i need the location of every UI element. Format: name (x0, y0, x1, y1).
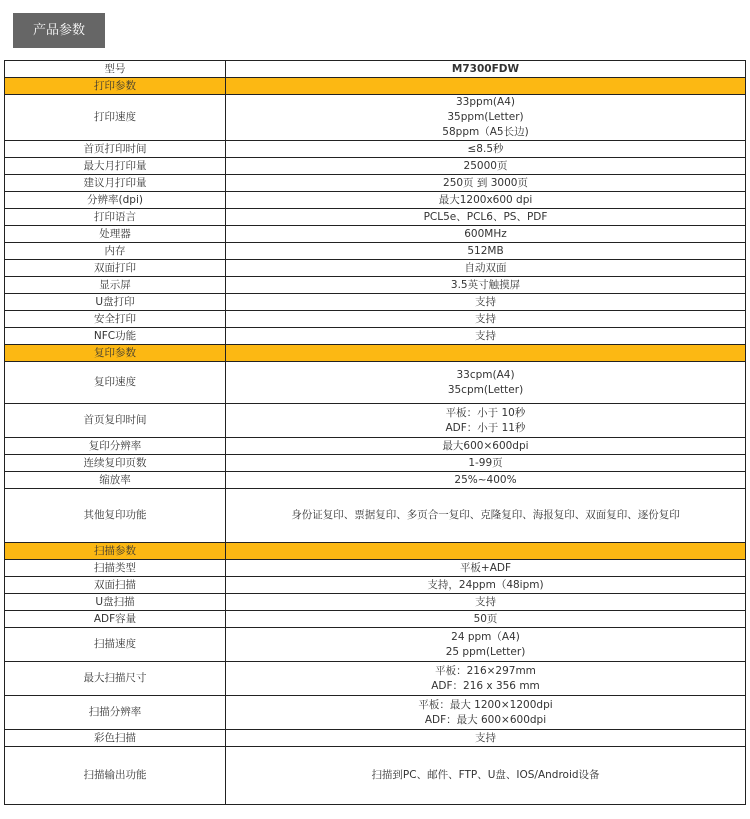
spec-value-line: ≤8.5秒 (467, 142, 504, 155)
product-params-tab[interactable]: 产品参数 (13, 13, 105, 48)
spec-label: 双面打印 (5, 260, 226, 277)
spec-value (226, 209, 746, 226)
spec-label: 缩放率 (5, 472, 226, 489)
spec-label: 分辨率(dpi) (5, 192, 226, 209)
section-title: 打印参数 (5, 78, 226, 95)
spec-value-line: 自动双面 (464, 261, 507, 274)
spec-value-line: 支持 (475, 312, 496, 325)
spec-value (226, 260, 746, 277)
spec-value (226, 489, 746, 543)
spec-value (226, 158, 746, 175)
spec-value (226, 628, 746, 662)
spec-row (5, 141, 746, 158)
spec-value-line: ADF：最大 600×600dpi (424, 713, 547, 726)
spec-label: 最大月打印量 (5, 158, 226, 175)
spec-value-line: 扫描到PC、邮件、FTP、U盘、IOS/Android设备 (371, 769, 600, 781)
spec-label: 复印速度 (5, 362, 226, 404)
spec-value (226, 577, 746, 594)
spec-label: 打印语言 (5, 209, 226, 226)
spec-row (5, 226, 746, 243)
spec-value-line: 35cpm(Letter) (447, 383, 524, 396)
section-title: 复印参数 (5, 345, 226, 362)
spec-value-line: 250页 到 3000页 (443, 176, 528, 189)
spec-label: 建议月打印量 (5, 175, 226, 192)
spec-label: 扫描速度 (5, 628, 226, 662)
section-title: 扫描参数 (5, 543, 226, 560)
model-label: 型号 (5, 61, 226, 78)
spec-value-line: 平板：小于 10秒 (445, 406, 526, 419)
spec-value (226, 747, 746, 805)
spec-label: NFC功能 (5, 328, 226, 345)
spec-value (226, 294, 746, 311)
spec-value (226, 560, 746, 577)
spec-value-line: PCL5e、PCL6、PS、PDF (423, 210, 548, 223)
spec-label: 首页打印时间 (5, 141, 226, 158)
spec-value-line: 平板：216×297mm (435, 664, 536, 677)
section-header-scan (5, 543, 746, 560)
spec-row (5, 747, 746, 805)
spec-value (226, 438, 746, 455)
spec-value-line: 支持 (475, 731, 496, 744)
spec-row (5, 489, 746, 543)
spec-row (5, 243, 746, 260)
spec-value (226, 362, 746, 404)
spec-row (5, 175, 746, 192)
section-header-print (5, 78, 746, 95)
spec-label: 扫描分辨率 (5, 696, 226, 730)
spec-value (226, 141, 746, 158)
spec-value (226, 662, 746, 696)
spec-table-body (5, 61, 746, 805)
spec-row (5, 294, 746, 311)
spec-value (226, 611, 746, 628)
spec-value-line: 身份证复印、票据复印、多页合一复印、克隆复印、海报复印、双面复印、逐份复印 (291, 509, 680, 521)
spec-row (5, 311, 746, 328)
spec-row (5, 95, 746, 141)
spec-value (226, 472, 746, 489)
spec-row (5, 192, 746, 209)
spec-row (5, 594, 746, 611)
spec-value (226, 243, 746, 260)
spec-value-line: 支持 (475, 595, 496, 608)
section-header-blank (226, 543, 746, 560)
spec-value-line: 600MHz (464, 227, 507, 240)
spec-label: ADF容量 (5, 611, 226, 628)
spec-label: 显示屏 (5, 277, 226, 294)
spec-row (5, 560, 746, 577)
spec-value-line: 512MB (467, 244, 504, 257)
spec-value-line: 25%~400% (454, 473, 517, 486)
spec-row (5, 328, 746, 345)
spec-label: 双面扫描 (5, 577, 226, 594)
spec-value-line: 支持 (475, 329, 496, 342)
spec-label: 复印分辨率 (5, 438, 226, 455)
spec-value-line: ADF：216 x 356 mm (431, 679, 540, 692)
spec-value (226, 328, 746, 345)
spec-value (226, 95, 746, 141)
spec-label: 首页复印时间 (5, 404, 226, 438)
section-header-blank (226, 345, 746, 362)
spec-label: 安全打印 (5, 311, 226, 328)
spec-value (226, 696, 746, 730)
spec-row (5, 260, 746, 277)
model-value: M7300FDW (226, 61, 746, 78)
spec-value-line: 58ppm（A5长边) (442, 126, 529, 138)
spec-value-line: 25 ppm(Letter) (445, 645, 526, 658)
spec-value-line: 3.5英寸触摸屏 (450, 278, 521, 291)
spec-table (4, 60, 746, 805)
model-row (5, 61, 746, 78)
spec-value (226, 277, 746, 294)
spec-value-line: 24 ppm（A4) (451, 630, 520, 643)
spec-value (226, 730, 746, 747)
spec-value-line: 平板+ADF (459, 561, 512, 574)
spec-row (5, 611, 746, 628)
spec-label: 彩色扫描 (5, 730, 226, 747)
spec-label: 扫描输出功能 (5, 747, 226, 805)
spec-label: U盘打印 (5, 294, 226, 311)
spec-row (5, 577, 746, 594)
spec-row (5, 472, 746, 489)
spec-value (226, 404, 746, 438)
spec-value (226, 226, 746, 243)
spec-value-line: ADF：小于 11秒 (445, 421, 526, 434)
spec-label: 连续复印页数 (5, 455, 226, 472)
spec-label: 处理器 (5, 226, 226, 243)
spec-row (5, 628, 746, 662)
spec-row (5, 362, 746, 404)
spec-value-line: 最大1200x600 dpi (438, 193, 533, 206)
spec-value-line: 50页 (473, 612, 498, 625)
spec-value-line: 1-99页 (468, 456, 503, 469)
spec-value-line: 支持，24ppm（48ipm) (427, 578, 544, 591)
spec-label: 内存 (5, 243, 226, 260)
section-header-blank (226, 78, 746, 95)
spec-value-line: 33ppm(A4) (456, 96, 515, 108)
spec-label: 扫描类型 (5, 560, 226, 577)
spec-value (226, 175, 746, 192)
spec-row (5, 662, 746, 696)
spec-row (5, 730, 746, 747)
spec-row (5, 438, 746, 455)
spec-value-line: 平板：最大 1200×1200dpi (418, 698, 553, 711)
section-header-copy (5, 345, 746, 362)
spec-label: 其他复印功能 (5, 489, 226, 543)
spec-row (5, 696, 746, 730)
spec-row (5, 277, 746, 294)
spec-label: 打印速度 (5, 95, 226, 141)
spec-row (5, 158, 746, 175)
spec-label: 最大扫描尺寸 (5, 662, 226, 696)
spec-value-line: 支持 (475, 295, 496, 308)
spec-value (226, 311, 746, 328)
spec-row (5, 455, 746, 472)
spec-value-line: 25000页 (463, 159, 508, 172)
spec-value (226, 192, 746, 209)
spec-label: U盘扫描 (5, 594, 226, 611)
spec-row (5, 209, 746, 226)
spec-value-line: 33cpm(A4) (456, 368, 515, 381)
spec-value-line: 最大600×600dpi (442, 439, 529, 452)
spec-value-line: 35ppm(Letter) (447, 111, 524, 123)
spec-row (5, 404, 746, 438)
spec-value (226, 594, 746, 611)
spec-value (226, 455, 746, 472)
